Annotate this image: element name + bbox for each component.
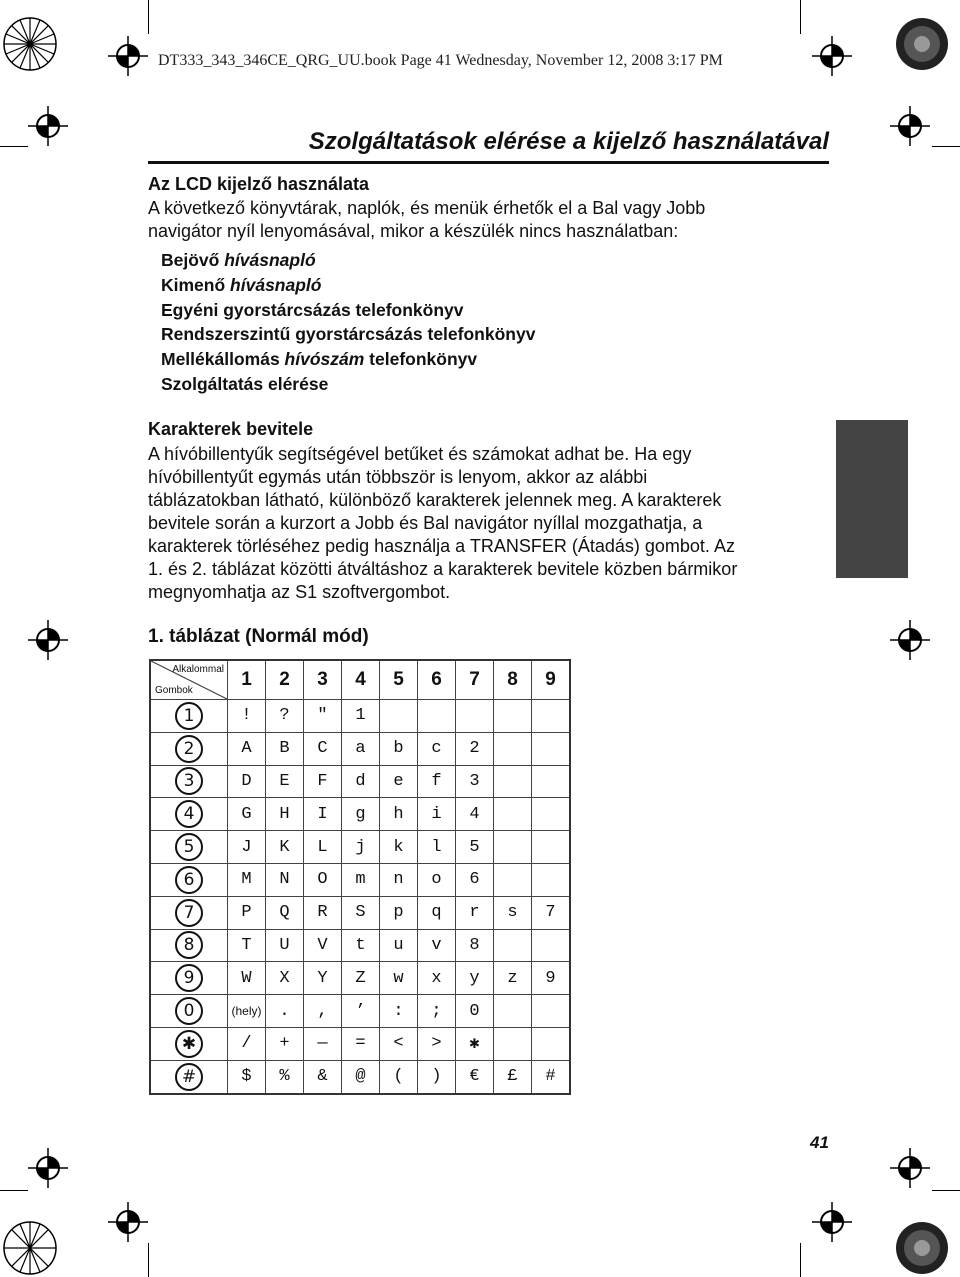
key-cell — [150, 765, 228, 798]
table-cell: o — [418, 863, 456, 896]
list-item: Szolgáltatás elérése — [161, 373, 329, 394]
table-cell: & — [304, 1060, 342, 1093]
key-button-icon: 0 — [175, 997, 203, 1025]
table-cell: j — [342, 831, 380, 864]
table-cell: H — [266, 798, 304, 831]
key-cell — [150, 1060, 228, 1093]
table-cell: m — [342, 863, 380, 896]
table-cell: 0 — [456, 995, 494, 1028]
table-cell: a — [342, 732, 380, 765]
table-cell: y — [456, 962, 494, 995]
table-cell: € — [456, 1060, 494, 1093]
list-item: Mellékállomás hívószám telefonkönyv — [161, 349, 478, 370]
trim-line — [800, 0, 801, 34]
table-cell: (hely) — [228, 995, 266, 1028]
chars-paragraph — [148, 443, 737, 604]
table-cell: ’ — [342, 995, 380, 1028]
trim-line — [148, 1243, 149, 1277]
table-cell: Z — [342, 962, 380, 995]
table-cell — [494, 732, 532, 765]
table-cell — [494, 798, 532, 831]
table-row — [150, 798, 570, 831]
column-header: 3 — [304, 660, 342, 700]
table-cell: < — [380, 1027, 418, 1060]
table-cell: # — [532, 1060, 571, 1093]
page-number: 41 — [810, 1133, 829, 1152]
key-button-icon: 5 — [175, 833, 203, 861]
key-cell — [150, 831, 228, 864]
table-cell: F — [304, 765, 342, 798]
table-row — [150, 896, 570, 929]
table-cell: 5 — [456, 831, 494, 864]
paragraph-line: 1. és 2. táblázat közötti átváltáshoz a karakterek bevitele közben bármikor — [148, 559, 738, 579]
list-item: Rendszerszintű gyorstárcsázás telefonkönyv — [161, 324, 536, 345]
crosshair-mark-middle-left — [28, 620, 68, 660]
table-cell — [532, 732, 571, 765]
column-header: 6 — [418, 660, 456, 700]
key-cell — [150, 1027, 228, 1060]
corner-label-presses: Alkalommal — [172, 664, 224, 675]
trim-line — [800, 1243, 801, 1277]
crosshair-mark-top-center-right — [812, 36, 852, 76]
lcd-intro-line: A következő könyvtárak, naplók, és menük érhetők el a Bal vagy Jobb — [148, 198, 706, 218]
crosshair-mark-bottom-center-left — [108, 1202, 148, 1242]
table-cell: r — [456, 896, 494, 929]
character-table — [149, 659, 571, 1095]
key-button-icon: 6 — [175, 866, 203, 894]
print-header: DT333_343_346CE_QRG_UU.book Page 41 Wednesday, November 12, 2008 3:17 PM — [158, 52, 723, 69]
registration-burst-bottom-left — [2, 1220, 58, 1276]
table-cell: h — [380, 798, 418, 831]
table-row — [150, 700, 570, 733]
lcd-intro — [148, 197, 705, 243]
paragraph-line: bevitele során a kurzort a Jobb és Bal navigátor nyíllal mozgathatja, a — [148, 513, 703, 533]
table-cell: 7 — [532, 896, 571, 929]
list-item: Egyéni gyorstárcsázás telefonkönyv — [161, 299, 464, 320]
section-title: Szolgáltatások elérése a kijelző használatával — [308, 128, 829, 155]
table-cell: T — [228, 929, 266, 962]
crosshair-mark-top-center-left — [108, 36, 148, 76]
table-cell: / — [228, 1027, 266, 1060]
key-button-icon: 8 — [175, 931, 203, 959]
table-cell: , — [304, 995, 342, 1028]
key-button-icon: 2 — [175, 735, 203, 763]
table-cell: ; — [418, 995, 456, 1028]
column-header: 5 — [380, 660, 418, 700]
table-cell: > — [418, 1027, 456, 1060]
table-cell — [380, 700, 418, 733]
registration-burst-top-right — [894, 16, 950, 72]
table-cell: 9 — [532, 962, 571, 995]
table-cell: P — [228, 896, 266, 929]
table-cell: W — [228, 962, 266, 995]
key-cell — [150, 798, 228, 831]
table-cell: i — [418, 798, 456, 831]
table-row — [150, 1027, 570, 1060]
chars-heading: Karakterek bevitele — [148, 419, 314, 439]
table-cell — [532, 831, 571, 864]
lcd-directory-list — [161, 248, 535, 397]
table-cell: n — [380, 863, 418, 896]
key-button-icon: 9 — [175, 964, 203, 992]
table-header-row — [150, 660, 570, 700]
key-cell — [150, 929, 228, 962]
table-cell: J — [228, 831, 266, 864]
table-cell — [494, 765, 532, 798]
table-cell: X — [266, 962, 304, 995]
lcd-heading: Az LCD kijelző használata — [148, 174, 370, 194]
table-cell — [494, 929, 532, 962]
table-cell: g — [342, 798, 380, 831]
table-cell: ! — [228, 700, 266, 733]
key-button-icon: 3 — [175, 767, 203, 795]
table-cell: = — [342, 1027, 380, 1060]
table-cell: N — [266, 863, 304, 896]
table-cell: c — [418, 732, 456, 765]
table-cell: O — [304, 863, 342, 896]
key-button-icon: ✱ — [175, 1030, 203, 1058]
column-header: 9 — [532, 660, 571, 700]
table-cell: — — [304, 1027, 342, 1060]
table-cell: G — [228, 798, 266, 831]
table-cell: v — [418, 929, 456, 962]
table-cell: ? — [266, 700, 304, 733]
table-cell: w — [380, 962, 418, 995]
trim-line — [148, 0, 149, 34]
table-cell — [532, 798, 571, 831]
key-button-icon: 4 — [175, 800, 203, 828]
table-cell: ✱ — [456, 1027, 494, 1060]
key-cell — [150, 995, 228, 1028]
table-cell — [532, 995, 571, 1028]
table-cell: % — [266, 1060, 304, 1093]
paragraph-line: karakterek törléséhez pedig használja a TRANSFER (Átadás) gombot. Az — [148, 536, 735, 556]
table-cell: I — [304, 798, 342, 831]
chapter-side-tab — [836, 420, 908, 578]
table-row — [150, 863, 570, 896]
table-cell: l — [418, 831, 456, 864]
table-cell: R — [304, 896, 342, 929]
table-title: 1. táblázat (Normál mód) — [148, 626, 369, 647]
paragraph-line: táblázatokban látható, különböző karakterek jelennek meg. A karakterek — [148, 490, 722, 510]
table-cell — [494, 995, 532, 1028]
table-cell: ) — [418, 1060, 456, 1093]
table-cell: 3 — [456, 765, 494, 798]
paragraph-line: A hívóbillentyűk segítségével betűket és számokat adhat be. Ha egy — [148, 444, 692, 464]
table-row — [150, 995, 570, 1028]
table-cell: f — [418, 765, 456, 798]
paragraph-line: megnyomhatja az S1 szoftvergombot. — [148, 582, 451, 602]
table-cell — [494, 1027, 532, 1060]
column-header: 1 — [228, 660, 266, 700]
column-header: 4 — [342, 660, 380, 700]
key-cell — [150, 732, 228, 765]
table-cell: E — [266, 765, 304, 798]
key-cell — [150, 863, 228, 896]
table-cell — [532, 765, 571, 798]
table-row — [150, 929, 570, 962]
table-cell — [494, 831, 532, 864]
table-cell: k — [380, 831, 418, 864]
table-row — [150, 765, 570, 798]
column-header: 8 — [494, 660, 532, 700]
table-cell: S — [342, 896, 380, 929]
crosshair-mark-bottom-center-right — [812, 1202, 852, 1242]
table-cell: $ — [228, 1060, 266, 1093]
registration-burst-bottom-right — [894, 1220, 950, 1276]
table-cell: p — [380, 896, 418, 929]
lcd-intro-line: navigátor nyíl lenyomásával, mikor a készülék nincs használatban: — [148, 221, 679, 241]
table-cell: D — [228, 765, 266, 798]
table-row — [150, 732, 570, 765]
crosshair-mark-upper-left — [28, 106, 68, 146]
key-button-icon: # — [175, 1063, 203, 1091]
table-cell: z — [494, 962, 532, 995]
key-cell — [150, 962, 228, 995]
key-cell — [150, 896, 228, 929]
list-item: Bejövő hívásnapló — [161, 250, 316, 270]
table-cell — [532, 700, 571, 733]
column-header: 2 — [266, 660, 304, 700]
table-cell: 4 — [456, 798, 494, 831]
table-cell — [456, 700, 494, 733]
registration-burst-top-left — [2, 16, 58, 72]
trim-line — [0, 146, 28, 147]
key-button-icon: 7 — [175, 899, 203, 927]
table-cell: K — [266, 831, 304, 864]
table-cell — [532, 863, 571, 896]
list-item: Kimenő hívásnapló — [161, 274, 322, 295]
corner-label-keys: Gombok — [155, 685, 193, 696]
trim-line — [932, 146, 960, 147]
table-cell: d — [342, 765, 380, 798]
key-button-icon: 1 — [175, 702, 203, 730]
table-cell — [418, 700, 456, 733]
trim-line — [0, 1190, 28, 1191]
table-cell — [494, 700, 532, 733]
table-cell: : — [380, 995, 418, 1028]
key-cell — [150, 700, 228, 733]
table-cell: V — [304, 929, 342, 962]
table-cell: A — [228, 732, 266, 765]
table-cell: x — [418, 962, 456, 995]
table-cell: 8 — [456, 929, 494, 962]
table-row — [150, 831, 570, 864]
table-cell: Q — [266, 896, 304, 929]
table-cell: u — [380, 929, 418, 962]
table-cell: £ — [494, 1060, 532, 1093]
table-corner-cell — [150, 660, 228, 700]
paragraph-line: hívóbillentyűt egymás után többször is lenyom, akkor az alábbi — [148, 467, 648, 487]
trim-line — [932, 1190, 960, 1191]
table-cell: @ — [342, 1060, 380, 1093]
table-cell: s — [494, 896, 532, 929]
table-cell: U — [266, 929, 304, 962]
crosshair-mark-upper-right — [890, 106, 930, 146]
table-cell: B — [266, 732, 304, 765]
table-row — [150, 962, 570, 995]
table-cell — [532, 1027, 571, 1060]
table-cell: . — [266, 995, 304, 1028]
crosshair-mark-lower-left — [28, 1148, 68, 1188]
table-cell: " — [304, 700, 342, 733]
column-header: 7 — [456, 660, 494, 700]
table-cell: Y — [304, 962, 342, 995]
table-cell: 2 — [456, 732, 494, 765]
table-cell: C — [304, 732, 342, 765]
table-cell: L — [304, 831, 342, 864]
table-cell: t — [342, 929, 380, 962]
table-cell — [532, 929, 571, 962]
table-cell: + — [266, 1027, 304, 1060]
table-cell: M — [228, 863, 266, 896]
crosshair-mark-lower-right — [890, 1148, 930, 1188]
table-cell: 1 — [342, 700, 380, 733]
table-row — [150, 1060, 570, 1093]
table-cell: e — [380, 765, 418, 798]
table-cell: 6 — [456, 863, 494, 896]
table-cell: q — [418, 896, 456, 929]
table-cell: ( — [380, 1060, 418, 1093]
table-cell: b — [380, 732, 418, 765]
table-cell — [494, 863, 532, 896]
crosshair-mark-middle-right — [890, 620, 930, 660]
title-rule — [148, 161, 829, 164]
